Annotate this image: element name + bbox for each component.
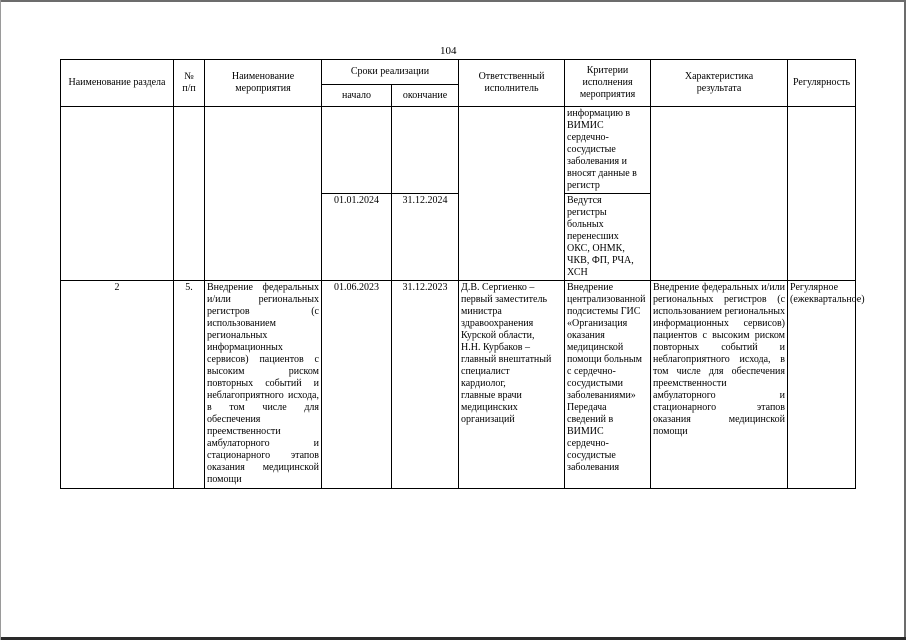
header-criteria: Критерии исполнения мероприятия (565, 60, 651, 107)
cell-criteria: Ведутся регистры больных перенесших ОКС, ОНМК, ЧКВ, ФП, РЧА, ХСН (565, 194, 651, 281)
header-result: Характеристика результата (651, 60, 788, 107)
cell-result: Внедрение федеральных и/или региональных регистров (с использованием региональных информационных сервисов) пациентов с высоким риском повторных событий и неблагоприятного исхода, в том числе для обеспечения преемственности амбулаторного и стационарного этапов оказания медицинской помощи (651, 281, 788, 489)
header-deadlines: Сроки реализации (322, 60, 459, 85)
cell-start (322, 107, 392, 194)
cell-criteria: информацию в ВИМИС сердечно- сосудистые заболевания и вносят данные в регистр (565, 107, 651, 194)
header-section-name: Наименование раздела (61, 60, 174, 107)
header-end: окончание (392, 85, 459, 107)
cell-end: 31.12.2023 (392, 281, 459, 489)
cell-event-name: Внедрение федеральных и/или региональных регистров (с использованием региональных информационных сервисов) пациентов с высоким риском повторных событий и неблагоприятного исхода, в том числе для обеспечения преемственности амбулаторного и стационарного этапов оказания медицинской помощи (205, 281, 322, 489)
cell-start: 01.06.2023 (322, 281, 392, 489)
cell-section-name: 2 (61, 281, 174, 489)
cell-number (174, 107, 205, 281)
header-number: № п/п (174, 60, 205, 107)
cell-regularity (788, 107, 856, 281)
cell-result (651, 107, 788, 281)
header-start: начало (322, 85, 392, 107)
cell-criteria: Внедрение централизованной подсистемы ГИС «Организация оказания медицинской помощи больным с сердечно-сосудистыми заболеваниями» Передача сведений в ВИМИС сердечно- сосудистые заболевания (565, 281, 651, 489)
cell-end (392, 107, 459, 194)
cell-section-name (61, 107, 174, 281)
table-row (61, 107, 856, 194)
cell-regularity: Регулярное (ежеквартальное) (788, 281, 856, 489)
activity-plan-table (60, 59, 865, 489)
table-header (61, 60, 856, 107)
cell-responsible (459, 107, 565, 281)
header-regularity: Регулярность (788, 60, 856, 107)
cell-end: 31.12.2024 (392, 194, 459, 281)
page-number: 104 (440, 45, 457, 57)
cell-event-name (205, 107, 322, 281)
cell-number: 5. (174, 281, 205, 489)
header-responsible: Ответственный исполнитель (459, 60, 565, 107)
header-event-name: Наименование мероприятия (205, 60, 322, 107)
cell-start: 01.01.2024 (322, 194, 392, 281)
table-row (61, 281, 856, 489)
cell-responsible: Д.В. Сергиенко – первый заместитель министра здравоохранения Курской области, Н.Н. Курбаков – главный внештатный специалист кардиолог, главные врачи медицинских организаций (459, 281, 565, 489)
scan-edge-top (0, 0, 906, 2)
scan-edge-left (0, 0, 1, 640)
